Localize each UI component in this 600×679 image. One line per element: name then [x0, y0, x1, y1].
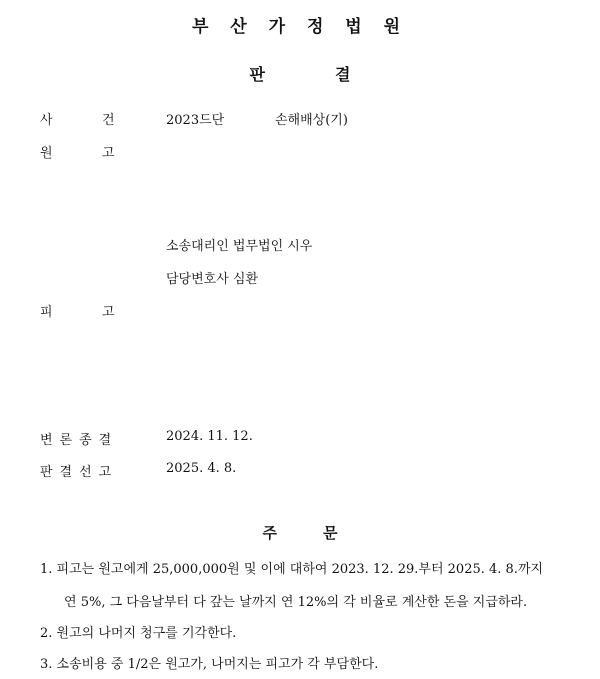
plaintiff-attorney: 소송대리인 법무법인 시우	[166, 239, 313, 254]
document-title	[0, 62, 600, 85]
order-item-1-line-2: 연 5%, 그 다음날부터 다 갚는 날까지 연 12%의 각 비율로 계산한 돈을 지급하라.	[64, 595, 528, 610]
order-heading: 주 문	[262, 524, 338, 542]
case-number: 2023드단	[166, 113, 225, 128]
court-name: 부 산 가 정 법 원	[191, 17, 409, 37]
verdict-label: 판결선고	[40, 465, 119, 480]
hearing-close-date: 2024. 11. 12.	[166, 429, 253, 444]
order-item-1-line-1: 1. 피고는 원고에게 25,000,000원 및 이에 대하여 2023. 12. 29.부터 2025. 4. 8.까지	[40, 562, 544, 577]
title-char-right: 결	[335, 65, 351, 84]
plaintiff-label: 원 고	[40, 146, 115, 161]
order-item-2: 2. 원고의 나머지 청구를 기각한다.	[40, 626, 237, 641]
hearing-close-label: 변론종결	[40, 433, 119, 448]
defendant-label: 피 고	[40, 305, 115, 320]
order-item-3: 3. 소송비용 중 1/2은 원고가, 나머지는 피고가 각 부담한다.	[40, 657, 379, 672]
plaintiff-lawyer: 담당변호사 심환	[166, 272, 259, 287]
case-name: 손해배상(기)	[275, 113, 348, 128]
case-label: 사 건	[40, 113, 115, 128]
title-char-left: 판	[249, 65, 265, 84]
verdict-date: 2025. 4. 8.	[166, 461, 237, 476]
